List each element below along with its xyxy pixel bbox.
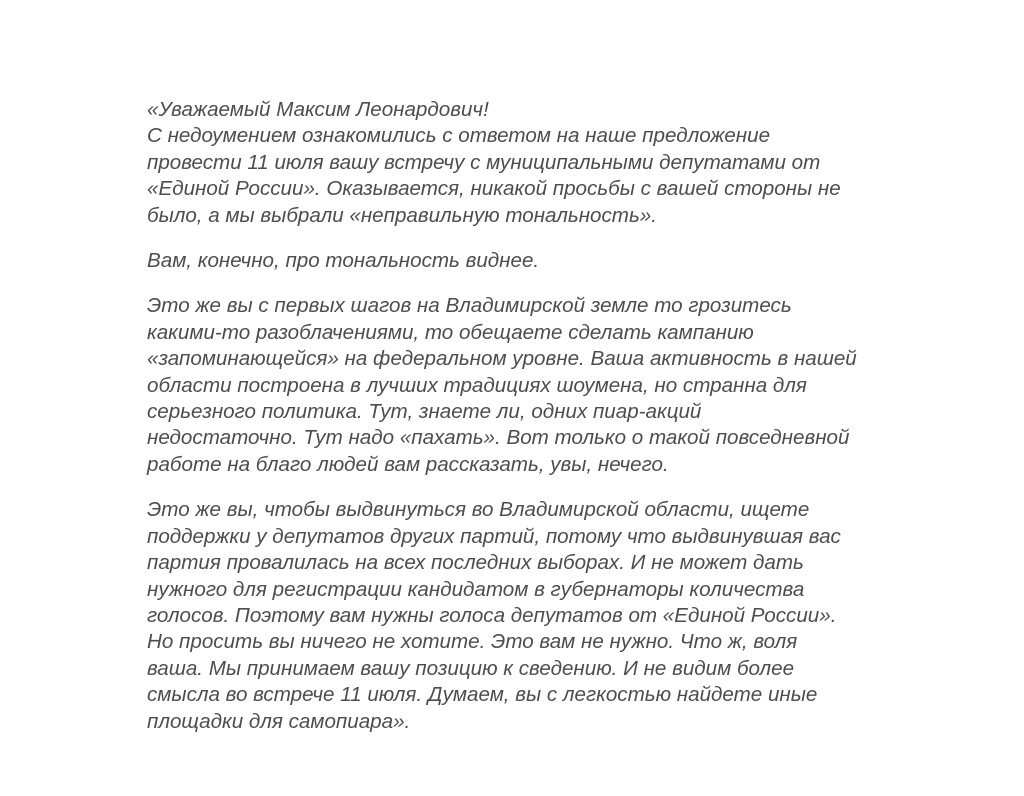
text-line: площадки для самопиара». [147,709,411,733]
paragraph-showman [147,293,977,478]
text-line: С недоумением ознакомились с ответом на наше предложение [147,124,771,148]
text-line: смысла во встрече 11 июля. Думаем, вы с легкостью найдете иные [147,683,818,707]
paragraph-tonality [147,248,977,274]
paragraph-conclusion [147,497,977,735]
text-line: области построена в лучших традициях шоумена, но странна для [147,373,807,397]
text-line: серьезного политика. Тут, знаете ли, одних пиар-акций [147,400,702,424]
text-line: было, а мы выбрали «неправильную тональность». [147,203,657,227]
paragraph-spacer [147,478,977,497]
text-line: нужного для регистрации кандидатом в губернаторы количества [147,577,805,601]
text-line: голосов. Поэтому вам нужны голоса депутатов от «Единой России». [147,603,837,627]
text-line: недостаточно. Тут надо «пахать». Вот только о такой повседневной [147,426,850,450]
text-line: «запоминающейся» на федеральном уровне. Ваша активность в нашей [147,347,857,371]
text-line: Вам, конечно, про тональность виднее. [147,249,540,273]
text-line: партия провалилась на всех последних выборах. И не может дать [147,551,804,575]
text-line: ваша. Мы принимаем вашу позицию к сведению. И не видим более [147,656,795,680]
text-line: работе на благо людей вам рассказать, увы, нечего. [147,452,669,476]
text-line: Это же вы, чтобы выдвинуться во Владимирской области, ищете [147,498,810,522]
text-line: «Единой России». Оказывается, никакой просьбы с вашей стороны не [147,177,841,201]
text-line: поддержки у депутатов других партий, потому что выдвинувшая вас [147,524,841,548]
paragraph-greeting [147,97,977,229]
text-line: «Уважаемый Максим Леонардович! [147,98,489,121]
letter-body [147,97,977,735]
text-line: Но просить вы ничего не хотите. Это вам не нужно. Что ж, воля [147,630,798,654]
text-line: Это же вы с первых шагов на Владимирской земле то грозитесь [147,294,792,318]
paragraph-spacer [147,229,977,248]
text-line: какими-то разоблачениями, то обещаете сделать кампанию [147,320,754,344]
paragraph-spacer [147,274,977,293]
text-line: провести 11 июля вашу встречу с муниципальными депутатами от [147,150,821,174]
